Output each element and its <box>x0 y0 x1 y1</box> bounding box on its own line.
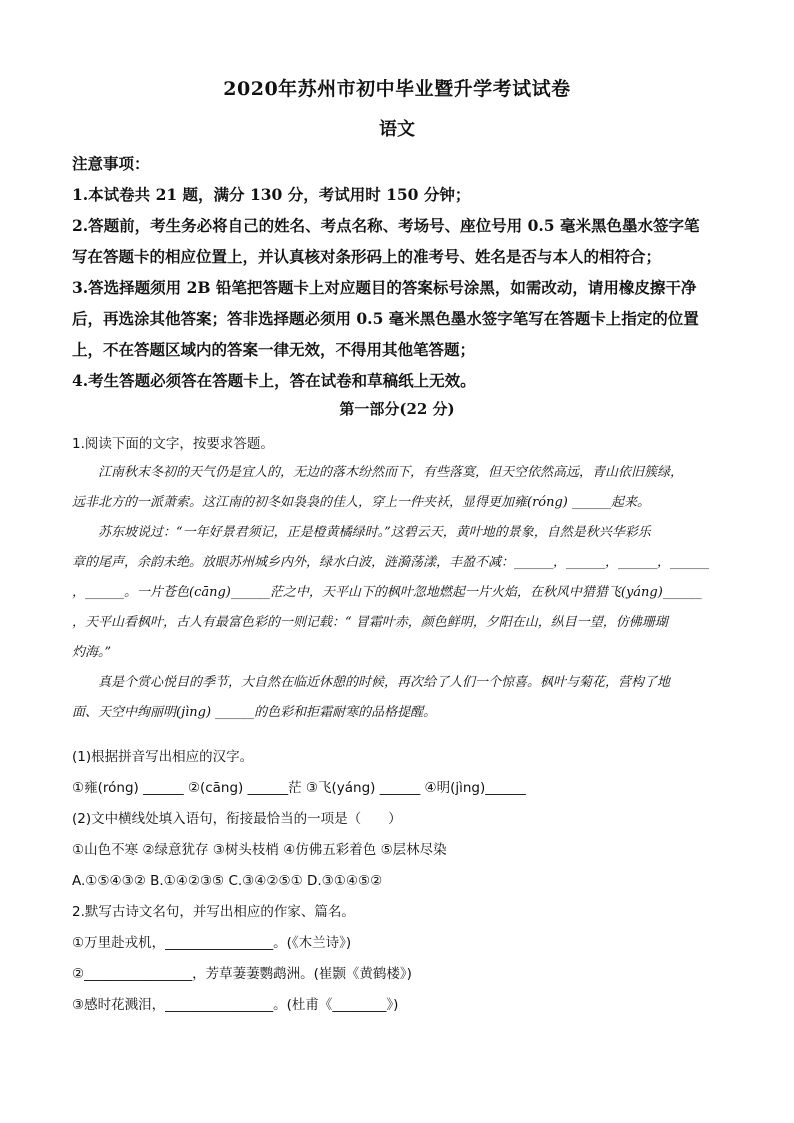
recitation-line: ②________________，芳草萋萋鹦鹉洲。(崔颢《黄鹤楼》) <box>72 966 412 982</box>
subquestion-1-items: ①雍(róng) ______ ②(cāng) ______茫 ③飞(yáng) ______ ④明(jìng)______ <box>72 780 526 796</box>
notice-line: 后，再选涂其他答案；答非选择题必须用 0.5 毫米黑色墨水签字笔写在答题卡上指定的位置 <box>72 309 699 328</box>
notice-line: 3.答选择题须用 2B 铅笔把答题卡上对应题目的答案标号涂黑，如需改动，请用橡皮擦干净 <box>72 278 697 297</box>
passage-line: 真是个赏心悦目的季节，大自然在临近休憩的时候，再次给了人们一个惊喜。枫叶与菊花，营构了地 <box>98 675 671 690</box>
subquestion-1-prompt: (1)根据拼音写出相应的汉字。 <box>72 749 254 765</box>
subquestion-2-items: ①山色不寒 ②绿意犹存 ③树头枝梢 ④仿佛五彩着色 ⑤层林尽染 <box>72 842 447 858</box>
passage-line: 面、天空中绚丽明(jìng) ______的色彩和拒霜耐寒的品格提醒。 <box>72 705 437 720</box>
passage-line: ，天平山看枫叶，古人有最富色彩的一则记载：“ 冒霜叶赤，颜色鲜明，夕阳在山，纵目一望，仿佛珊瑚 <box>72 615 668 630</box>
recitation-line: ①万里赴戎机，________________。(《木兰诗》) <box>72 935 352 951</box>
subquestion-2-prompt: (2)文中横线处填入语句，衔接最恰当的一项是（ ） <box>72 811 402 827</box>
notice-section <box>72 148 732 396</box>
notice-line: 4.考生答题必须答在答题卡上，答在试卷和草稿纸上无效。 <box>72 371 476 390</box>
question-1-prompt <box>72 432 732 452</box>
part-one-title: 第一部分(22 分) <box>339 400 455 418</box>
question-1-subquestions <box>72 742 732 897</box>
question-2 <box>72 897 732 1021</box>
notice-line: 上，不在答题区域内的答案一律无效，不得用其他笔答题； <box>72 340 476 359</box>
notice-line: 写在答题卡的相应位置上，并认真核对条形码上的准考号、姓名是否与本人的相符合； <box>72 247 662 266</box>
notice-line: 1.本试卷共 21 题，满分 130 分，考试用时 150 分钟； <box>72 185 471 204</box>
question-prompt: 1.阅读下面的文字，按要求答题。 <box>72 436 274 452</box>
exam-subject: 语文 <box>379 119 415 140</box>
passage-line: 苏东坡说过：“一年好景君须记，正是橙黄橘绿时。”这碧云天，黄叶地的景象，自然是秋兴华彩乐 <box>98 525 651 540</box>
recitation-line: ③感时花溅泪，________________。(杜甫《________》) <box>72 997 399 1013</box>
answer-options: A.①⑤④③② B.①④②③⑤ C.③④②⑤① D.③①④⑤② <box>72 873 383 889</box>
notice-line: 2.答题前，考生务必将自己的姓名、考点名称、考场号、座位号用 0.5 毫米黑色墨水签字笔 <box>72 216 700 235</box>
passage-line: 章的尾声，余韵未绝。放眼苏州城乡内外，绿水白波，涟漪荡漾，丰盈不减：______，______，______，______ <box>72 555 710 570</box>
notice-heading: 注意事项： <box>72 154 150 173</box>
passage-line: 江南秋末冬初的天气仍是宜人的，无边的落木纷然而下，有些落寞，但天空依然高远，青山依旧簇绿， <box>98 465 684 480</box>
passage-line: 灼海。” <box>72 645 112 660</box>
passage-line: ，______。一片苍色(cāng)______茫之中，天平山下的枫叶忽地燃起一片火焰，在秋风中猎猎飞(yáng)______ <box>72 585 702 600</box>
question-prompt: 2.默写古诗文名句，并写出相应的作家、篇名。 <box>72 904 355 920</box>
passage-line: 远非北方的一派萧索。这江南的初冬如袅袅的佳人，穿上一件夹袄，显得更加雍(róng) ______起来。 <box>72 495 651 510</box>
reading-passage <box>72 458 732 728</box>
exam-title: 2020年苏州市初中毕业暨升学考试试卷 <box>223 78 571 100</box>
